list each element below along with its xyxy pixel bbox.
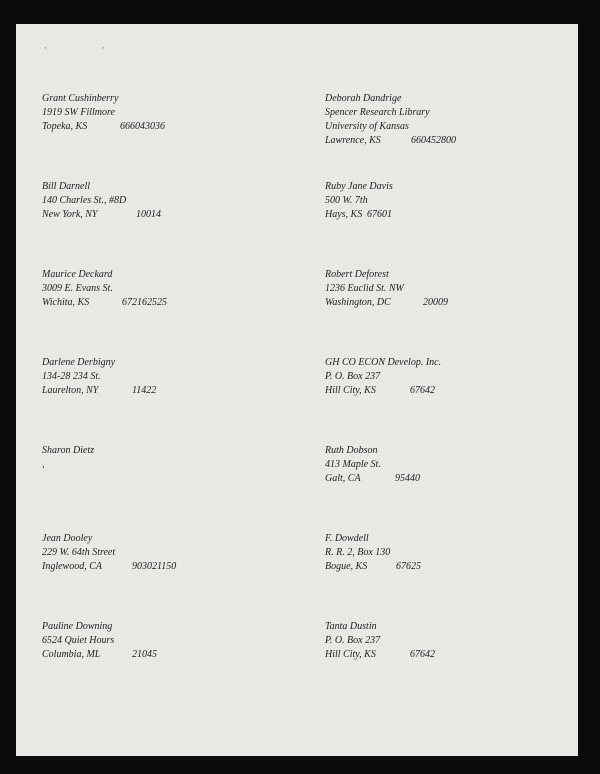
city-state: Lawrence, KS xyxy=(325,135,381,146)
address-label xyxy=(325,444,420,486)
city-state: Laurelton, NY xyxy=(42,385,99,396)
city-state: Columbia, ML xyxy=(42,649,101,660)
street-address: 413 Maple St. xyxy=(325,459,381,470)
address-label xyxy=(325,356,441,398)
city-state: Hill City, KS xyxy=(325,649,376,660)
city-line xyxy=(325,384,441,398)
city-line xyxy=(325,296,448,310)
city-state: Topeka, KS xyxy=(42,121,88,132)
street-address: Spencer Research Library xyxy=(325,107,430,118)
recipient-name: Tanta Dustin xyxy=(325,621,377,632)
city-line xyxy=(42,560,177,574)
recipient-name: Maurice Deckard xyxy=(42,269,113,280)
street-address-2: University of Kansas xyxy=(325,121,409,132)
city-state: Wichita, KS xyxy=(42,297,90,308)
street-address: 1919 SW Fillmore xyxy=(42,107,115,118)
street-address: 140 Charles St., #8D xyxy=(42,195,127,206)
zip-code: 666043036 xyxy=(120,121,165,132)
recipient-name: Deborah Dandrige xyxy=(325,93,402,104)
address-label xyxy=(42,92,165,134)
city-state: Galt, CA xyxy=(325,473,361,484)
city-line xyxy=(42,384,157,398)
address-label xyxy=(325,92,456,148)
address-label xyxy=(42,268,167,310)
recipient-name: Pauline Downing xyxy=(42,621,113,632)
recipient-name: Jean Dooley xyxy=(42,533,93,544)
street-address: 3009 E. Evans St. xyxy=(42,283,113,294)
zip-code: 672162525 xyxy=(122,297,167,308)
address-label xyxy=(325,620,435,662)
zip-code: 903021150 xyxy=(132,561,177,572)
paper-specks: · · xyxy=(44,44,131,54)
zip-code: 67642 xyxy=(410,385,435,396)
street-address: 229 W. 64th Street xyxy=(42,547,116,558)
recipient-name: F. Dowdell xyxy=(325,533,369,544)
zip-code: 10014 xyxy=(136,209,161,220)
city-state: Hays, KS xyxy=(325,209,363,220)
recipient-name: Ruby Jane Davis xyxy=(325,181,393,192)
city-line xyxy=(325,134,456,148)
city-line xyxy=(325,208,393,222)
recipient-name: Ruth Dobson xyxy=(325,445,378,456)
address-label xyxy=(325,268,448,310)
address-label xyxy=(325,532,421,574)
zip-code: 67642 xyxy=(410,649,435,660)
street-address: R. R. 2, Box 130 xyxy=(325,547,391,558)
street-address: 500 W. 7th xyxy=(325,195,368,206)
city-state: Inglewood, CA xyxy=(42,561,102,572)
recipient-name: Sharon Dietz xyxy=(42,445,95,456)
address-label xyxy=(42,532,177,574)
street-address: 1236 Euclid St. NW xyxy=(325,283,404,294)
recipient-name: Grant Cushinberry xyxy=(42,93,119,104)
city-line xyxy=(325,560,421,574)
paper-page xyxy=(16,24,578,756)
city-line xyxy=(325,472,420,486)
city-line xyxy=(42,648,157,662)
street-address: P. O. Box 237 xyxy=(325,635,381,646)
city-line xyxy=(42,208,161,222)
city-line xyxy=(325,648,435,662)
zip-code: 21045 xyxy=(132,649,157,660)
city-line xyxy=(42,296,167,310)
address-label xyxy=(42,356,157,398)
recipient-name: Bill Darnell xyxy=(42,181,91,192)
recipient-name: Robert Deforest xyxy=(325,269,389,280)
street-address: 6524 Quiet Hours xyxy=(42,635,115,646)
city-state: New York, NY xyxy=(42,209,98,220)
recipient-name: Darlene Derbigny xyxy=(42,357,116,368)
address-label xyxy=(42,180,161,222)
city-line xyxy=(42,120,165,134)
street-address: , xyxy=(42,459,45,470)
zip-code: 20009 xyxy=(423,297,448,308)
street-address: 134-28 234 St. xyxy=(42,371,101,382)
address-label xyxy=(42,444,94,472)
zip-code: 95440 xyxy=(395,473,420,484)
city-state: Washington, DC xyxy=(325,297,391,308)
city-state: Hill City, KS xyxy=(325,385,376,396)
city-state: Bogue, KS xyxy=(325,561,368,572)
zip-code: 67601 xyxy=(367,209,392,220)
zip-code: 660452800 xyxy=(411,135,456,146)
street-address: P. O. Box 237 xyxy=(325,371,381,382)
recipient-name: GH CO ECON Develop. Inc. xyxy=(325,357,442,368)
zip-code: 67625 xyxy=(396,561,421,572)
zip-code: 11422 xyxy=(132,385,157,396)
address-label xyxy=(325,180,393,222)
address-label xyxy=(42,620,157,662)
